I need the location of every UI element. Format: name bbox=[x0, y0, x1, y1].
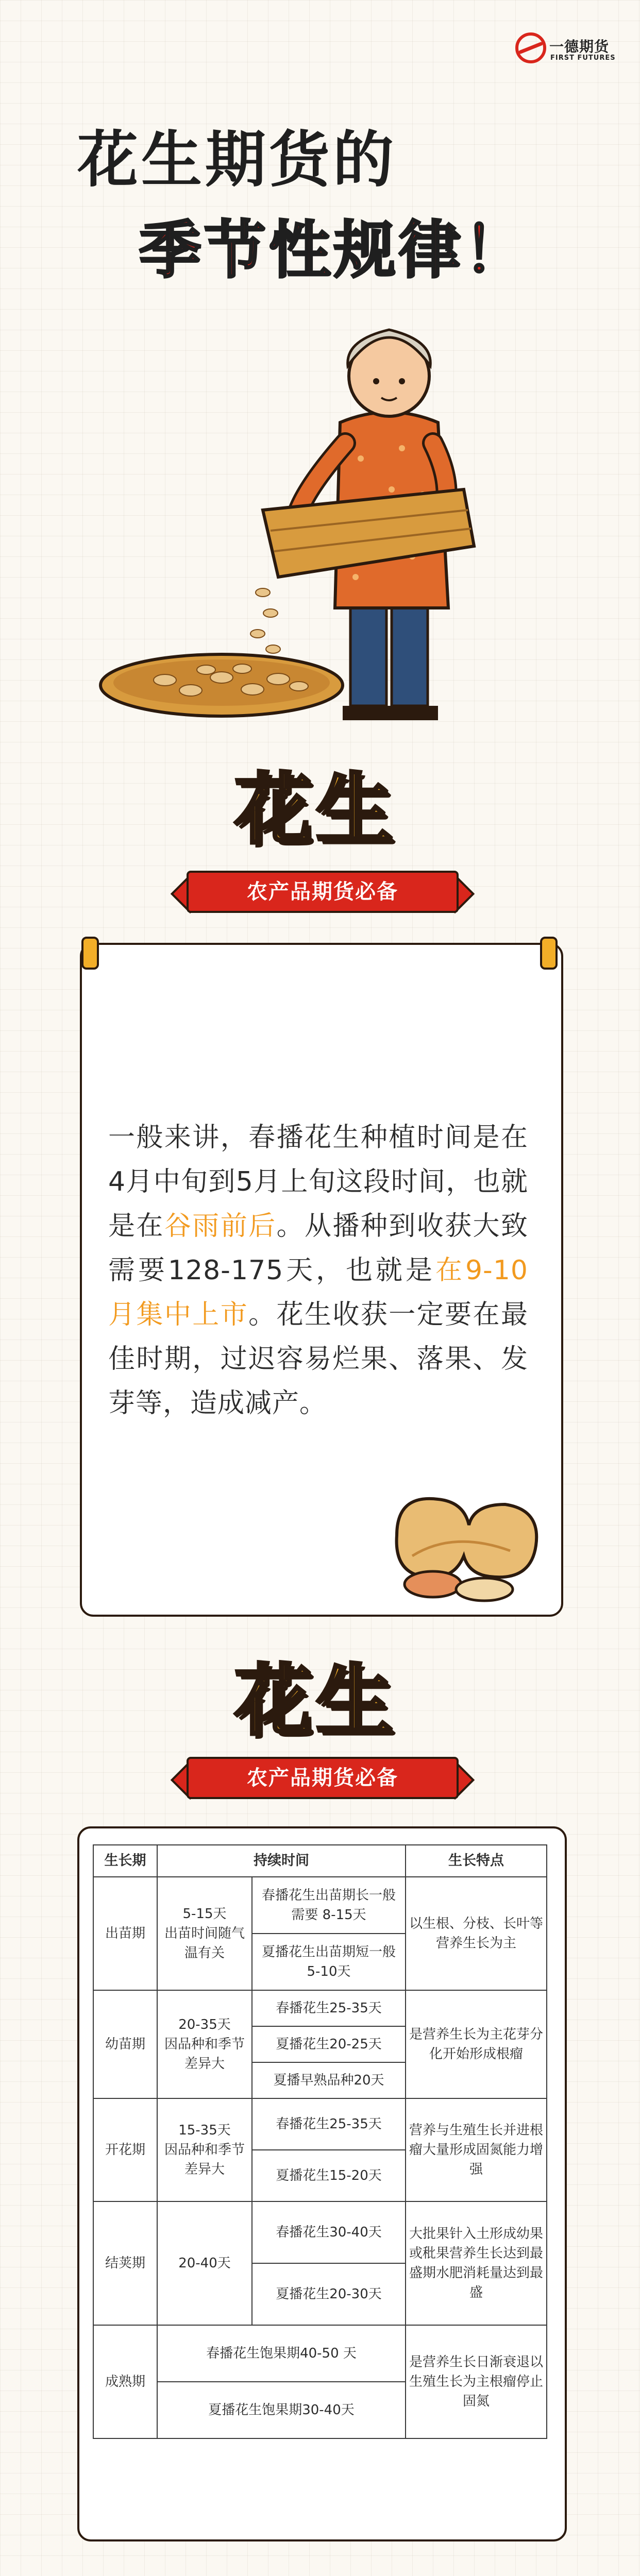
farmer-illustration bbox=[93, 289, 546, 737]
card-top-posts-icon bbox=[67, 933, 572, 974]
section2-title: 花生 bbox=[234, 1656, 398, 1746]
page-title-line2: 季节性规律！ bbox=[139, 215, 529, 286]
peanut-icon bbox=[376, 1473, 551, 1602]
col-header-duration: 持续时间 bbox=[157, 1845, 406, 1877]
table-row: 出苗期 5-15天 出苗时间随气温有关 春播花生出苗期长一般需要 8-15天 以生根、分枝、长叶等营养生长为主 bbox=[93, 1877, 547, 1934]
col-header-stage: 生长期 bbox=[93, 1845, 157, 1877]
brand-logo-icon bbox=[515, 32, 546, 63]
section1-title: 花生 bbox=[234, 765, 398, 855]
table-row: 开花期 15-35天 因品种和季节差异大 春播花生25-35天 营养与生殖生长并进根瘤大量形成固氮能力增强 bbox=[93, 2098, 547, 2150]
page-title-line1: 花生期货的 bbox=[77, 124, 397, 195]
col-header-feature: 生长特点 bbox=[406, 1845, 547, 1877]
growth-stage-table: 生长期 持续时间 生长特点 出苗期 5-15天 出苗时间随气温有关 春播花生出苗期长一般需要 8-15天 以生根、分枝、长叶等营养生长为主 夏播花生出苗期短一般5-10天 幼苗期 20-35天 因品种和季节差异大 春播花生25-35天 是营养生长为主花芽分化开始形成根瘤 夏播花生20-25天 夏播早熟品种20天 开花期 15-35天 因品种和季节差异大 春播花生25-35天 营养与生殖生长并进根瘤大量形成固氮能力增强 夏播花生15-20天 结荚期 20-40天 春播花生30-40天 大批果针入土形成幼果或秕果营养生长达到最盛期水肥消耗量达到最盛 夏播花生20-30天 成熟期 春播花生饱果期40-50 天 是营养生长日渐衰退以生殖生长为主根瘤停止固氮 夏播花生饱果期30-40天 bbox=[93, 1844, 547, 2439]
highlight-guyu: 谷雨前后 bbox=[164, 1211, 277, 1242]
section2-banner: 农产品期货必备 bbox=[187, 1757, 459, 1799]
table-row: 成熟期 春播花生饱果期40-50 天 是营养生长日渐衰退以生殖生长为主根瘤停止固氮 bbox=[93, 2325, 547, 2382]
brand-logo bbox=[515, 28, 629, 70]
section3-title bbox=[234, 2558, 397, 2576]
brand-name-en: FIRST FUTURES bbox=[550, 54, 616, 62]
table-row: 幼苗期 20-35天 因品种和季节差异大 春播花生25-35天 是营养生长为主花芽分化开始形成根瘤 bbox=[93, 1990, 547, 2026]
table-row: 结荚期 20-40天 春播花生30-40天 大批果针入土形成幼果或秕果营养生长达到最盛期水肥消耗量达到最盛 bbox=[93, 2201, 547, 2263]
intro-text: 一般来讲，春播花生种植时间是在4月中旬到5月上旬这段时间，也就是在谷雨前后。从播种到收获大致需要128-175天，也就是在9-10月集中上市。花生收获一定要在最佳时期，过迟容易烂果、落果、发芽等，造成减产。 bbox=[108, 1122, 528, 1419]
highlight-harvest: 在9-10月集中上市 bbox=[108, 1255, 528, 1330]
section1-banner: 农产品期货必备 bbox=[187, 871, 459, 913]
brand-name-cn: 一德期货 bbox=[549, 38, 610, 55]
